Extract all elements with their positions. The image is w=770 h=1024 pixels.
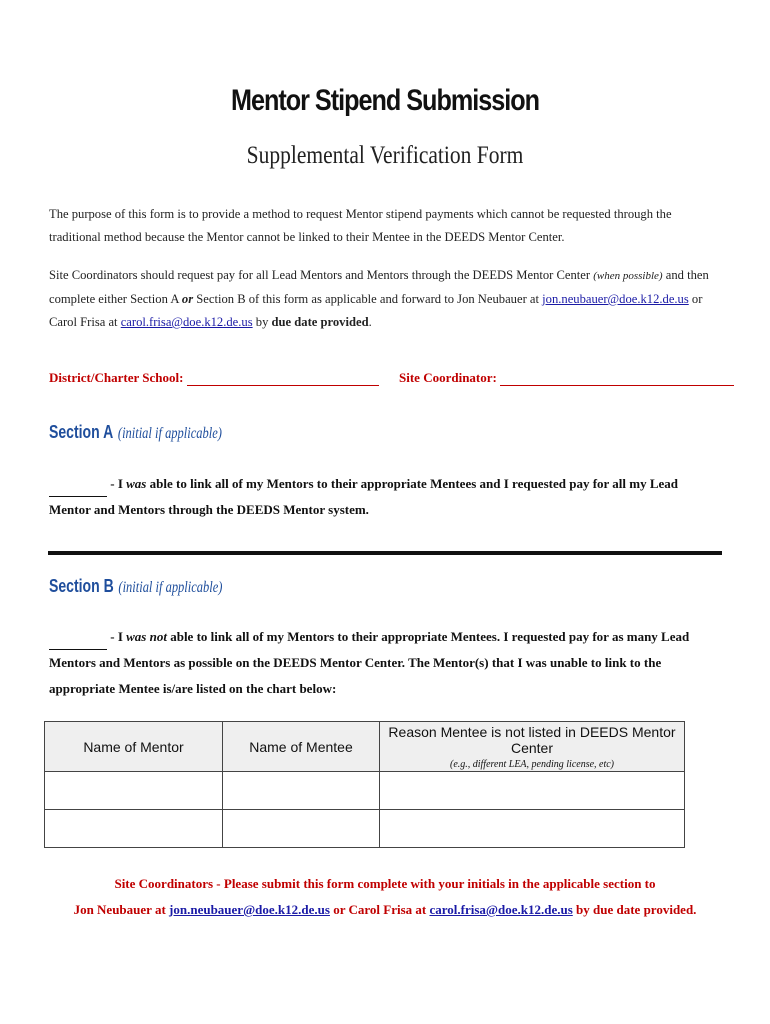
footer-text-c: by due date provided.	[576, 902, 697, 917]
section-b-title: Section B	[49, 576, 114, 596]
section-a-was: was	[126, 476, 147, 491]
footer-text-a: Jon Neubauer at	[73, 902, 166, 917]
section-a-initial-blank[interactable]	[49, 482, 107, 497]
instructions-text-d: or Carol Frisa at	[49, 292, 703, 329]
footer-text-b: or Carol Frisa at	[333, 902, 427, 917]
col-reason-sub: (e.g., different LEA, pending license, etc)	[449, 758, 615, 770]
table-cell-reason[interactable]	[380, 810, 685, 848]
section-divider	[48, 551, 722, 555]
instructions-or: or	[181, 292, 194, 306]
table-cell-mentee[interactable]	[223, 810, 380, 848]
district-field[interactable]	[49, 370, 379, 386]
instructions-text-a: Site Coordinators should request pay for all Lead Mentors and Mentors through the DEEDS Mentor Center	[49, 268, 591, 282]
footer-line-1: Site Coordinators - Please submit this form complete with your initials in the applicable section to	[114, 876, 656, 891]
footer-line-2	[0, 896, 770, 923]
section-b-stmt-start: - I	[110, 629, 123, 644]
district-input-line[interactable]	[187, 373, 379, 386]
page-subtitle: Supplemental Verification Form	[246, 142, 524, 169]
section-b-initial-blank[interactable]	[49, 635, 107, 650]
col-reason-label: Reason Mentee is not listed in DEEDS Mentor Center	[388, 723, 676, 756]
table-cell-mentee[interactable]	[223, 772, 380, 810]
table-cell-mentor[interactable]	[45, 810, 223, 848]
section-b-heading	[49, 576, 222, 597]
table-row	[45, 772, 685, 810]
purpose-paragraph: The purpose of this form is to provide a method to request Mentor stipend payments which cannot be requested through the traditional method because the Mentor cannot be linked to their Mentee in the DEEDS Mentor Center.	[49, 207, 672, 244]
due-date-text: due date provided	[271, 315, 369, 329]
section-a-title: Section A	[49, 422, 114, 442]
col-reason	[380, 722, 685, 772]
section-b-statement	[49, 624, 721, 702]
footer-email-link-jon[interactable]: jon.neubauer@doe.k12.de.us	[169, 902, 330, 917]
district-label: District/Charter School:	[49, 370, 184, 385]
instructions-text-e: by	[255, 315, 269, 329]
table-cell-reason[interactable]	[380, 772, 685, 810]
instructions-period: .	[368, 315, 372, 329]
section-b-note: (initial if applicable)	[118, 579, 223, 596]
col-name-of-mentor: Name of Mentor	[45, 722, 223, 772]
section-a-stmt-start: - I	[110, 476, 123, 491]
col-name-of-mentee: Name of Mentee	[223, 722, 380, 772]
mentor-chart-table	[44, 721, 685, 848]
section-a-note: (initial if applicable)	[117, 425, 222, 442]
instructions-when-possible: (when possible)	[593, 270, 663, 282]
section-b-was-not: was not	[126, 629, 167, 644]
instructions-text-c: Section B of this form as applicable and forward to Jon Neubauer at	[196, 292, 539, 306]
section-b-stmt-rest: able to link all of my Mentors to their appropriate Mentees. I requested pay for as many Lead Mentors and Mentors as possible on the DEEDS Mentor Center. The Mentor(s) that I was unable to link to the appropriate Mentee is/are listed on the chart below:	[49, 629, 690, 696]
coordinator-input-line[interactable]	[500, 373, 734, 386]
section-a-heading	[49, 422, 222, 443]
footer-email-link-carol[interactable]: carol.frisa@doe.k12.de.us	[429, 902, 573, 917]
coordinator-label: Site Coordinator:	[399, 370, 497, 385]
table-row	[45, 810, 685, 848]
email-link-jon[interactable]: jon.neubauer@doe.k12.de.us	[542, 292, 689, 306]
instructions-text-b: and then complete either Section A	[49, 268, 709, 306]
section-a-stmt-rest: able to link all of my Mentors to their appropriate Mentees and I requested pay for all my Lead Mentor and Mentors through the DEEDS Mentor system.	[49, 476, 679, 517]
section-a-statement	[49, 471, 721, 523]
table-cell-mentor[interactable]	[45, 772, 223, 810]
table-header-row	[45, 722, 685, 772]
instructions-paragraph	[49, 264, 721, 334]
email-link-carol[interactable]: carol.frisa@doe.k12.de.us	[120, 315, 253, 329]
coordinator-field[interactable]	[399, 370, 734, 386]
page-title: Mentor Stipend Submission	[230, 84, 540, 117]
